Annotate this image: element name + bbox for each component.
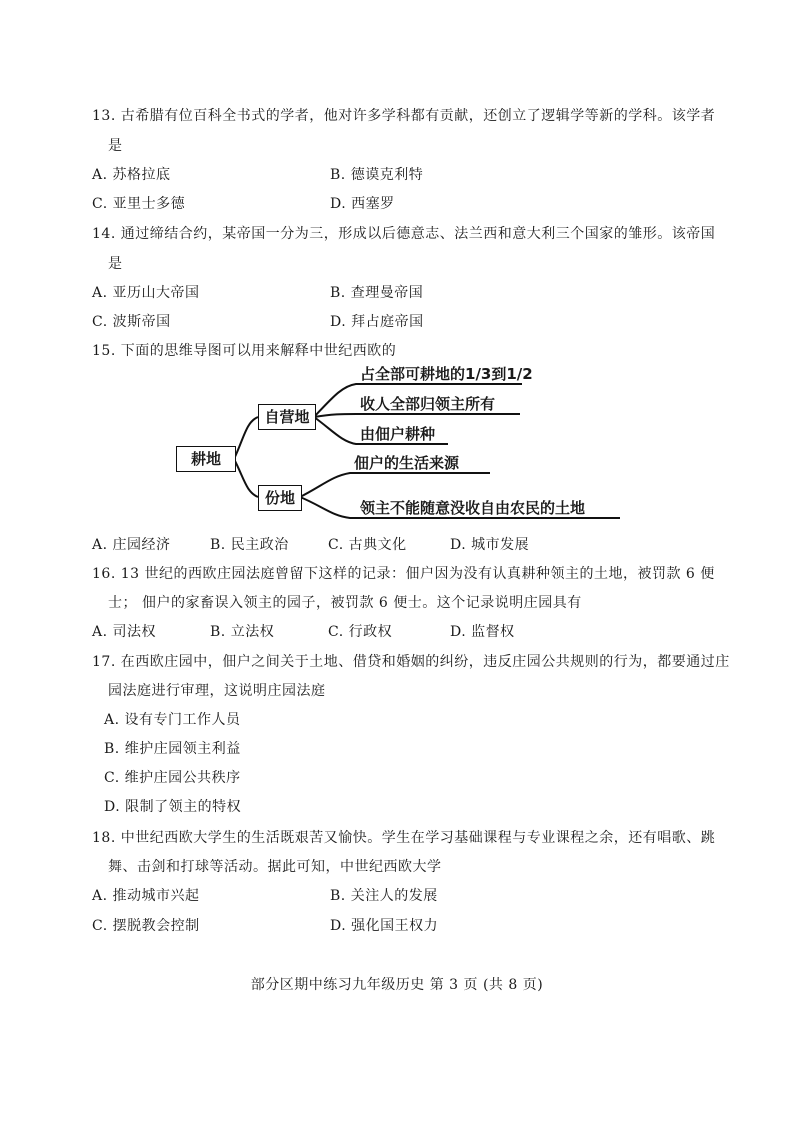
question-14-option-d[interactable]: D. 拜占庭帝国 (330, 314, 424, 330)
question-17-option-d[interactable]: D. 限制了领主的特权 (104, 799, 242, 815)
page-footer: 部分区期中练习九年级历史 第 3 页 (共 8 页) (250, 977, 544, 993)
question-13-option-d[interactable]: D. 西塞罗 (330, 196, 395, 212)
question-14-option-a[interactable]: A. 亚历山大帝国 (92, 285, 200, 301)
question-14-option-c[interactable]: C. 波斯帝国 (92, 314, 171, 330)
question-13-option-c[interactable]: C. 亚里士多德 (92, 196, 186, 212)
question-14-text-cont: 是 (108, 256, 123, 272)
question-17-option-a[interactable]: A. 设有专门工作人员 (104, 712, 241, 728)
connector-leaf1-2 (314, 414, 520, 417)
connector-root-branch2 (234, 459, 258, 497)
question-15-option-b[interactable]: B. 民主政治 (210, 537, 289, 553)
question-16-text-cont: 士； 佃户的家畜误入领主的园子，被罚款 6 便士。这个记录说明庄园具有 (108, 595, 582, 611)
question-18-text: 18. 中世纪西欧大学生的生活既艰苦又愉快。学生在学习基础课程与专业课程之余，还有唱歌、跳 (92, 830, 716, 846)
question-15-text: 15. 下面的思维导图可以用来解释中世纪西欧的 (92, 343, 397, 359)
question-13-text: 13. 古希腊有位百科全书式的学者，他对许多学科都有贡献，还创立了逻辑学等新的学科。该学者 (92, 108, 716, 124)
question-18-text-cont: 舞、击剑和打球等活动。据此可知，中世纪西欧大学 (108, 859, 442, 875)
mind-map-diagram (172, 358, 632, 526)
connector-root-branch1 (234, 417, 258, 459)
connector-leaf2-1 (300, 473, 490, 497)
question-15-option-c[interactable]: C. 古典文化 (328, 537, 407, 553)
mind-map-leaf: 由佃户耕种 (360, 425, 436, 443)
question-14-option-b[interactable]: B. 查理曼帝国 (330, 285, 424, 301)
question-13-option-a[interactable]: A. 苏格拉底 (92, 167, 171, 183)
mind-map-leaf: 收人全部归领主所有 (360, 395, 496, 413)
mind-map-leaf: 佃户的生活来源 (354, 454, 460, 472)
mind-map-leaf: 领主不能随意没收自由农民的土地 (360, 499, 586, 517)
question-18-option-d[interactable]: D. 强化国王权力 (330, 918, 439, 934)
question-16-text: 16. 13 世纪的西欧庄园法庭曾留下这样的记录：佃户因为没有认真耕种领主的土地，被罚款 6 便 (92, 566, 715, 582)
mind-map-branch-holding: 份地 (258, 485, 302, 511)
question-18-option-c[interactable]: C. 摆脱教会控制 (92, 918, 200, 934)
question-13-option-b[interactable]: B. 德谟克利特 (330, 167, 424, 183)
mind-map-leaf: 占全部可耕地的1/3到1/2 (360, 365, 533, 383)
question-14-text: 14. 通过缔结合约，某帝国一分为三，形成以后德意志、法兰西和意大利三个国家的雏形。该帝国 (92, 226, 716, 242)
question-16-option-a[interactable]: A. 司法权 (92, 624, 157, 640)
question-17-option-c[interactable]: C. 维护庄园公共秩序 (104, 770, 241, 786)
question-16-option-b[interactable]: B. 立法权 (210, 624, 275, 640)
question-13-text-cont: 是 (108, 138, 123, 154)
mind-map-branch-demesne: 自营地 (258, 404, 316, 430)
mind-map-root: 耕地 (176, 446, 236, 472)
question-18-option-a[interactable]: A. 推动城市兴起 (92, 888, 200, 904)
question-16-option-d[interactable]: D. 监督权 (450, 624, 515, 640)
question-15-option-d[interactable]: D. 城市发展 (450, 537, 530, 553)
question-16-option-c[interactable]: C. 行政权 (328, 624, 393, 640)
question-15-option-a[interactable]: A. 庄园经济 (92, 537, 171, 553)
question-18-option-b[interactable]: B. 关注人的发展 (330, 888, 438, 904)
question-17-text-cont: 园法庭进行审理，这说明庄园法庭 (108, 683, 326, 699)
question-17-text: 17. 在西欧庄园中，佃户之间关于土地、借贷和婚姻的纠纷，违反庄园公共规则的行为，都要通过庄 (92, 654, 730, 670)
question-17-option-b[interactable]: B. 维护庄园领主利益 (104, 741, 241, 757)
